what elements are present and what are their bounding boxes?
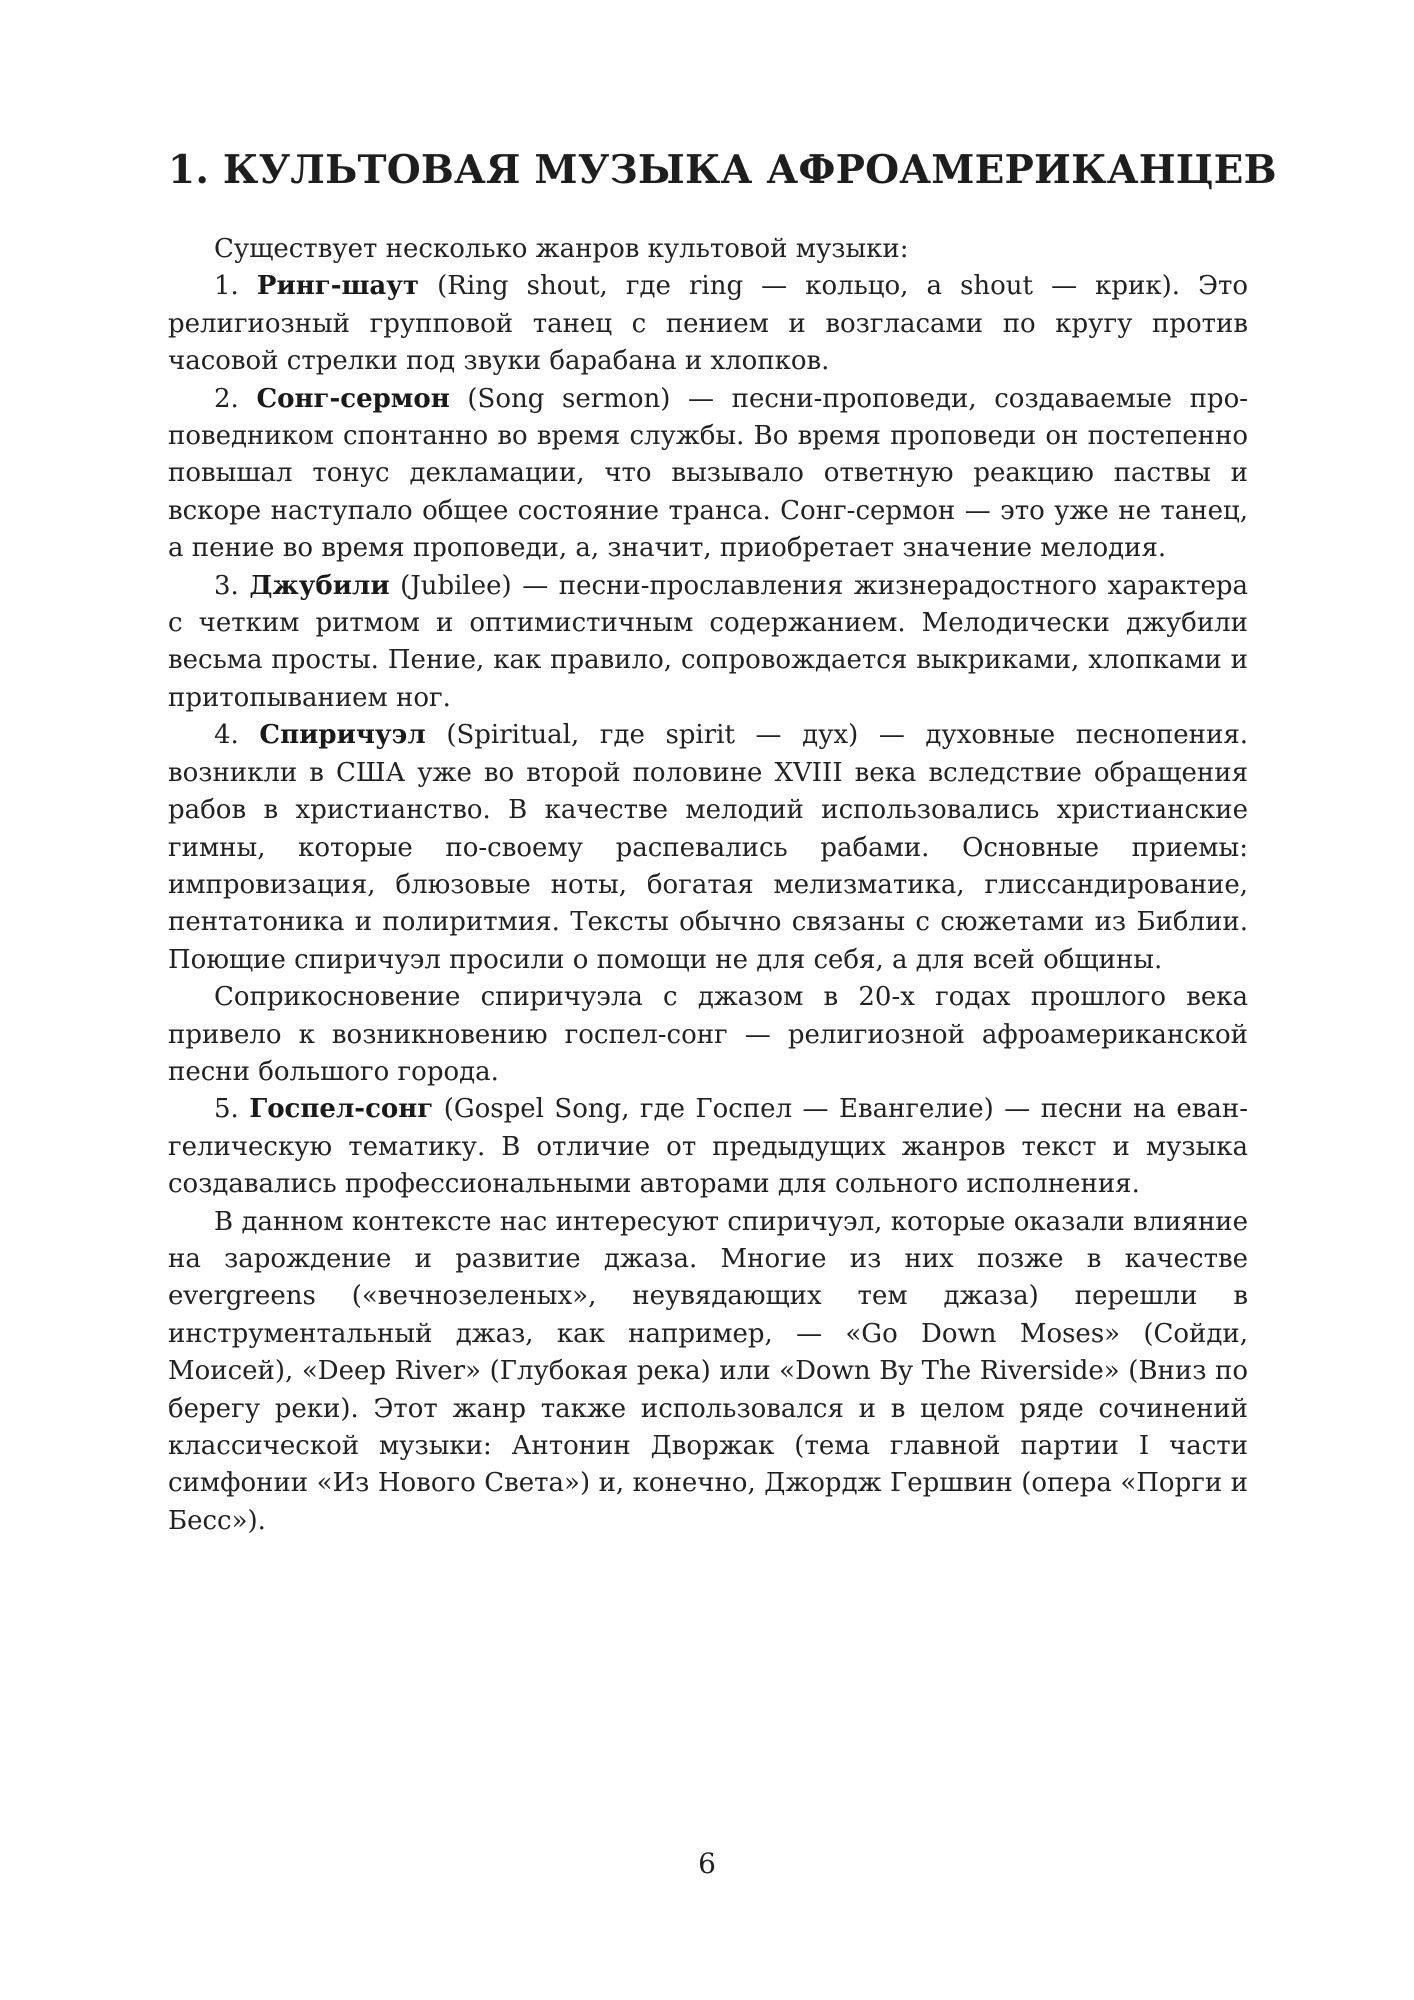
- genre-paragraph-jubilee: [168, 568, 1248, 718]
- context-paragraph: В данном контексте нас интересуют спиричуэл, которые оказали влияние на зарождение и развитие джаза. Многие из них позже в качестве evergreens («вечнозеленых», неувядающих тем джаза) перешли в инструментальный джаз, как например, — «Go Down Moses» (Сойди, Моисей), «Deep River» (Глубокая река) или «Down By The Riverside» (Вниз по берегу реки). Этот жанр также использовался и в целом ряде сочинений классической музыки: Антонин Дворжак (тема главной партии I части симфонии «Из Нового Света») и, конечно, Джордж Гершвин (опера «Порги и Бесс»).: [168, 1206, 1248, 1536]
- genre-description: (Ring shout, где ring — кольцо, а shout — крик). Это религиозный групповой танец с пением и возгласами по кругу против часовой стрелки под звуки барабана и хлопков.: [168, 271, 1249, 377]
- genre-paragraph-song-sermon: [168, 381, 1248, 568]
- genre-description: (Gospel Song, где Госпел — Евангелие) — песни на евангелическую тематику. В отличие от предыдущих жанров текст и музыка создавались профессиональными авторами для сольного исполнения.: [168, 1094, 1249, 1200]
- genre-paragraph-gospel: [168, 1091, 1248, 1203]
- body-text: [168, 231, 1248, 1540]
- genre-number: 2.: [214, 383, 239, 414]
- genre-term: Сонг-сермон: [256, 383, 450, 414]
- genre-term: Госпел-сонг: [249, 1094, 434, 1125]
- genre-paragraph-spiritual: [168, 717, 1248, 979]
- contact-paragraph: Соприкосновение спиричуэла с джазом в 20-х годах прошлого века привело к возникновению госпел-сонг — религиозной афроамериканской песни большого города.: [168, 982, 1248, 1087]
- genre-description: (Spiritual, где spirit — дух) — духовные песнопения. возникли в США уже во второй половине XVIII века вследствие обращения рабов в христианство. В качестве мелодий использовались христианские гимны, которые по-своему распевались рабами. Основные приемы: импровизация, блюзовые ноты, богатая мелизматика, глиссандирование, пентатоника и полиритмия. Тексты обычно связаны с сюжетами из Библии. Поющие спиричуэл просили о помощи не для себя, а для всей общины.: [168, 720, 1248, 975]
- genre-number: 1.: [214, 271, 239, 302]
- genre-number: 5.: [214, 1094, 239, 1125]
- genre-term: Спиричуэл: [259, 720, 426, 751]
- genre-number: 4.: [214, 720, 239, 751]
- genre-paragraph-ring-shout: [168, 268, 1248, 380]
- chapter-title: 1. КУЛЬТОВАЯ МУЗЫКА АФРОАМЕРИКАНЦЕВ: [168, 147, 1277, 193]
- genre-term: Ринг-шаут: [256, 271, 420, 302]
- genre-description: (Song sermon) — песни-проповеди, создаваемые проповедником спонтанно во время службы. Во время проповеди он постепенно повышал тонус декламации, что вызывало ответную реакцию паствы и вскоре наступало общее состояние транса. Сонг-сермон — это уже не танец, а пение во время проповеди, а, значит, приобретает значение мелодия.: [168, 383, 1249, 564]
- genre-term: Джубили: [249, 570, 390, 601]
- genre-description: (Jubilee) — песни-прославления жизнерадостного характера с четким ритмом и оптимистичным содержанием. Мелодически джубили весьма просты. Пение, как правило, сопровождается выкриками, хлопками и притопыванием ног.: [168, 570, 1249, 713]
- page-number: 6: [698, 1847, 716, 1880]
- genre-number: 3.: [214, 570, 239, 601]
- intro-paragraph: Существует несколько жанров культовой музыки:: [214, 234, 909, 264]
